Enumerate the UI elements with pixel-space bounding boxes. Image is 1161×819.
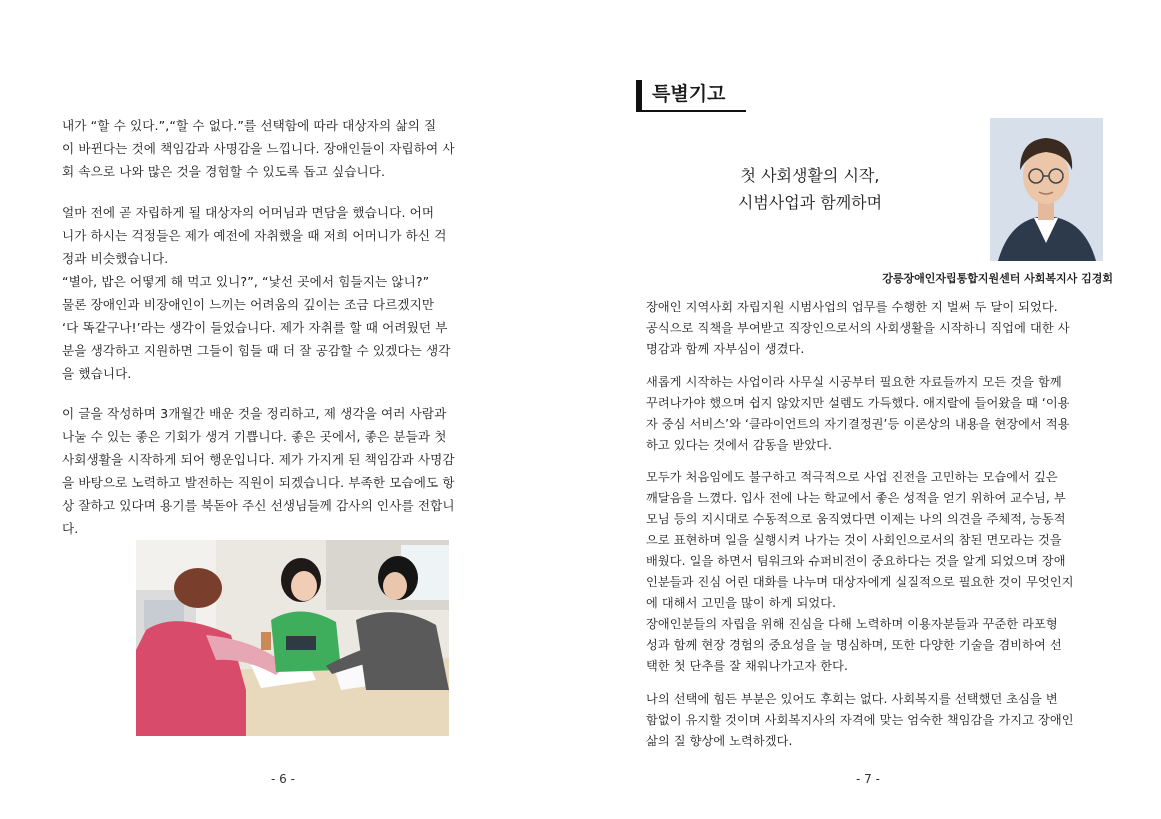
article-paragraph-4: 장애인분들의 자립을 위해 진심을 다해 노력하며 이용자분들과 꾸준한 라포형 성과 함께 현장 경험의 중요성을 늘 명심하며, 또한 다양한 기술을 겸비하여 선 택한 첫 단추를 잘 채워나가고자 한다. — [646, 617, 1062, 673]
article-title — [700, 162, 920, 216]
paragraph-2: 얼마 전에 곧 자립하게 될 대상자의 어머님과 면담을 했습니다. 어머 니가 하시는 걱정들은 제가 예전에 자취했을 때 저희 어머니가 하신 걱 정과 비슷했습니다. “별아, 밥은 어떻게 해 먹고 있니?”, “낯선 곳에서 힘들지는 않니?” 물론 장애인과 비장애인이 느끼는 어려움의 깊이는 조금 다르겠지만 ‘다 똑같구나!’라는 생각이 들었습니다. 제가 자취를 할 때 어려웠던 부 분을 생각하고 지원하면 그들이 힘들 때 더 잘 공감할 수 있겠다는 생각 을 했습니다. — [62, 205, 451, 381]
page-number-left: - 6 - — [271, 772, 295, 786]
author-portrait — [990, 118, 1103, 261]
article-title-line-2: 시범사업과 함께하며 — [737, 193, 883, 212]
article-paragraph-1: 장애인 지역사회 자립지원 시범사업의 업무를 수행한 지 벌써 두 달이 되었다. 공식으로 직책을 부여받고 직장인으로서의 사회생활을 시작하니 직업에 대한 사 명감과 함께 자부심이 생겼다. — [646, 300, 1070, 356]
article-paragraph-3: 모두가 처음임에도 불구하고 적극적으로 사업 진전을 고민하는 모습에서 깊은 깨달음을 느꼈다. 입사 전에 나는 학교에서 좋은 성적을 얻기 위하여 교수님, 부 모님 등의 지시대로 수동적으로 움직였다면 이제는 나의 의견을 주체적, 능동적 으로 표현하며 일을 실행시켜 나가는 것이 사회인으로서의 참된 면모라는 것을 배웠다. 일을 하면서 팀워크와 슈퍼비전이 중요하다는 것을 알게 되었으며 장애 인분들과 진심 어린 대화를 나누며 대상자에게 실질적으로 필요한 것이 무엇인지 에 대해서 고민을 많이 하게 되었다. — [646, 470, 1074, 610]
author-portrait-illustration — [990, 118, 1103, 261]
paragraph-3: 이 글을 작성하며 3개월간 배운 것을 정리하고, 제 생각을 여러 사람과 나눌 수 있는 좋은 기회가 생겨 기쁩니다. 좋은 곳에서, 좋은 분들과 첫 사회생활을 시작하게 되어 행운입니다. 제가 가지게 된 책임감과 사명감 을 바탕으로 노력하고 발전하는 직원이 되겠습니다. 부족한 모습에도 항 상 잘하고 있다며 용기를 북돋아 주신 선생님들께 감사의 인사를 전합니 다. — [62, 406, 455, 536]
section-tag: 특별기고 — [636, 80, 746, 112]
article-paragraph-5: 나의 선택에 힘든 부분은 있어도 후회는 없다. 사회복지를 선택했던 초심을 변 함없이 유지할 것이며 사회복지사의 자격에 맞는 엄숙한 책임감을 가지고 장애인 삶의 질 향상에 노력하겠다. — [646, 692, 1074, 748]
article-paragraph-2: 새롭게 시작하는 사업이라 사무실 시공부터 필요한 자료들까지 모든 것을 함께 꾸려나가야 했으며 쉽지 않았지만 설렘도 가득했다. 애지랄에 들어왔을 때 ‘이용 자 중심 서비스’와 ‘클라이언트의 자기결정권’등 이론상의 내용을 현장에서 적용 하고 있다는 것에서 감동을 받았다. — [646, 375, 1070, 452]
author-byline: 강릉장애인자립통합지원센터 사회복지사 김경회 — [882, 272, 1113, 285]
article-title-line-1: 첫 사회생활의 시작, — [740, 166, 880, 185]
meeting-photo-illustration — [136, 540, 449, 736]
page-number-right: - 7 - — [856, 772, 880, 786]
paragraph-1: 내가 “할 수 있다.”,“할 수 없다.”를 선택함에 따라 대상자의 삶의 질 이 바뀐다는 것에 책임감과 사명감을 느낍니다. 장애인들이 자립하여 사 회 속으로 나와 많은 것을 경험할 수 있도록 돕고 싶습니다. — [62, 118, 455, 179]
meeting-photo — [136, 540, 449, 736]
